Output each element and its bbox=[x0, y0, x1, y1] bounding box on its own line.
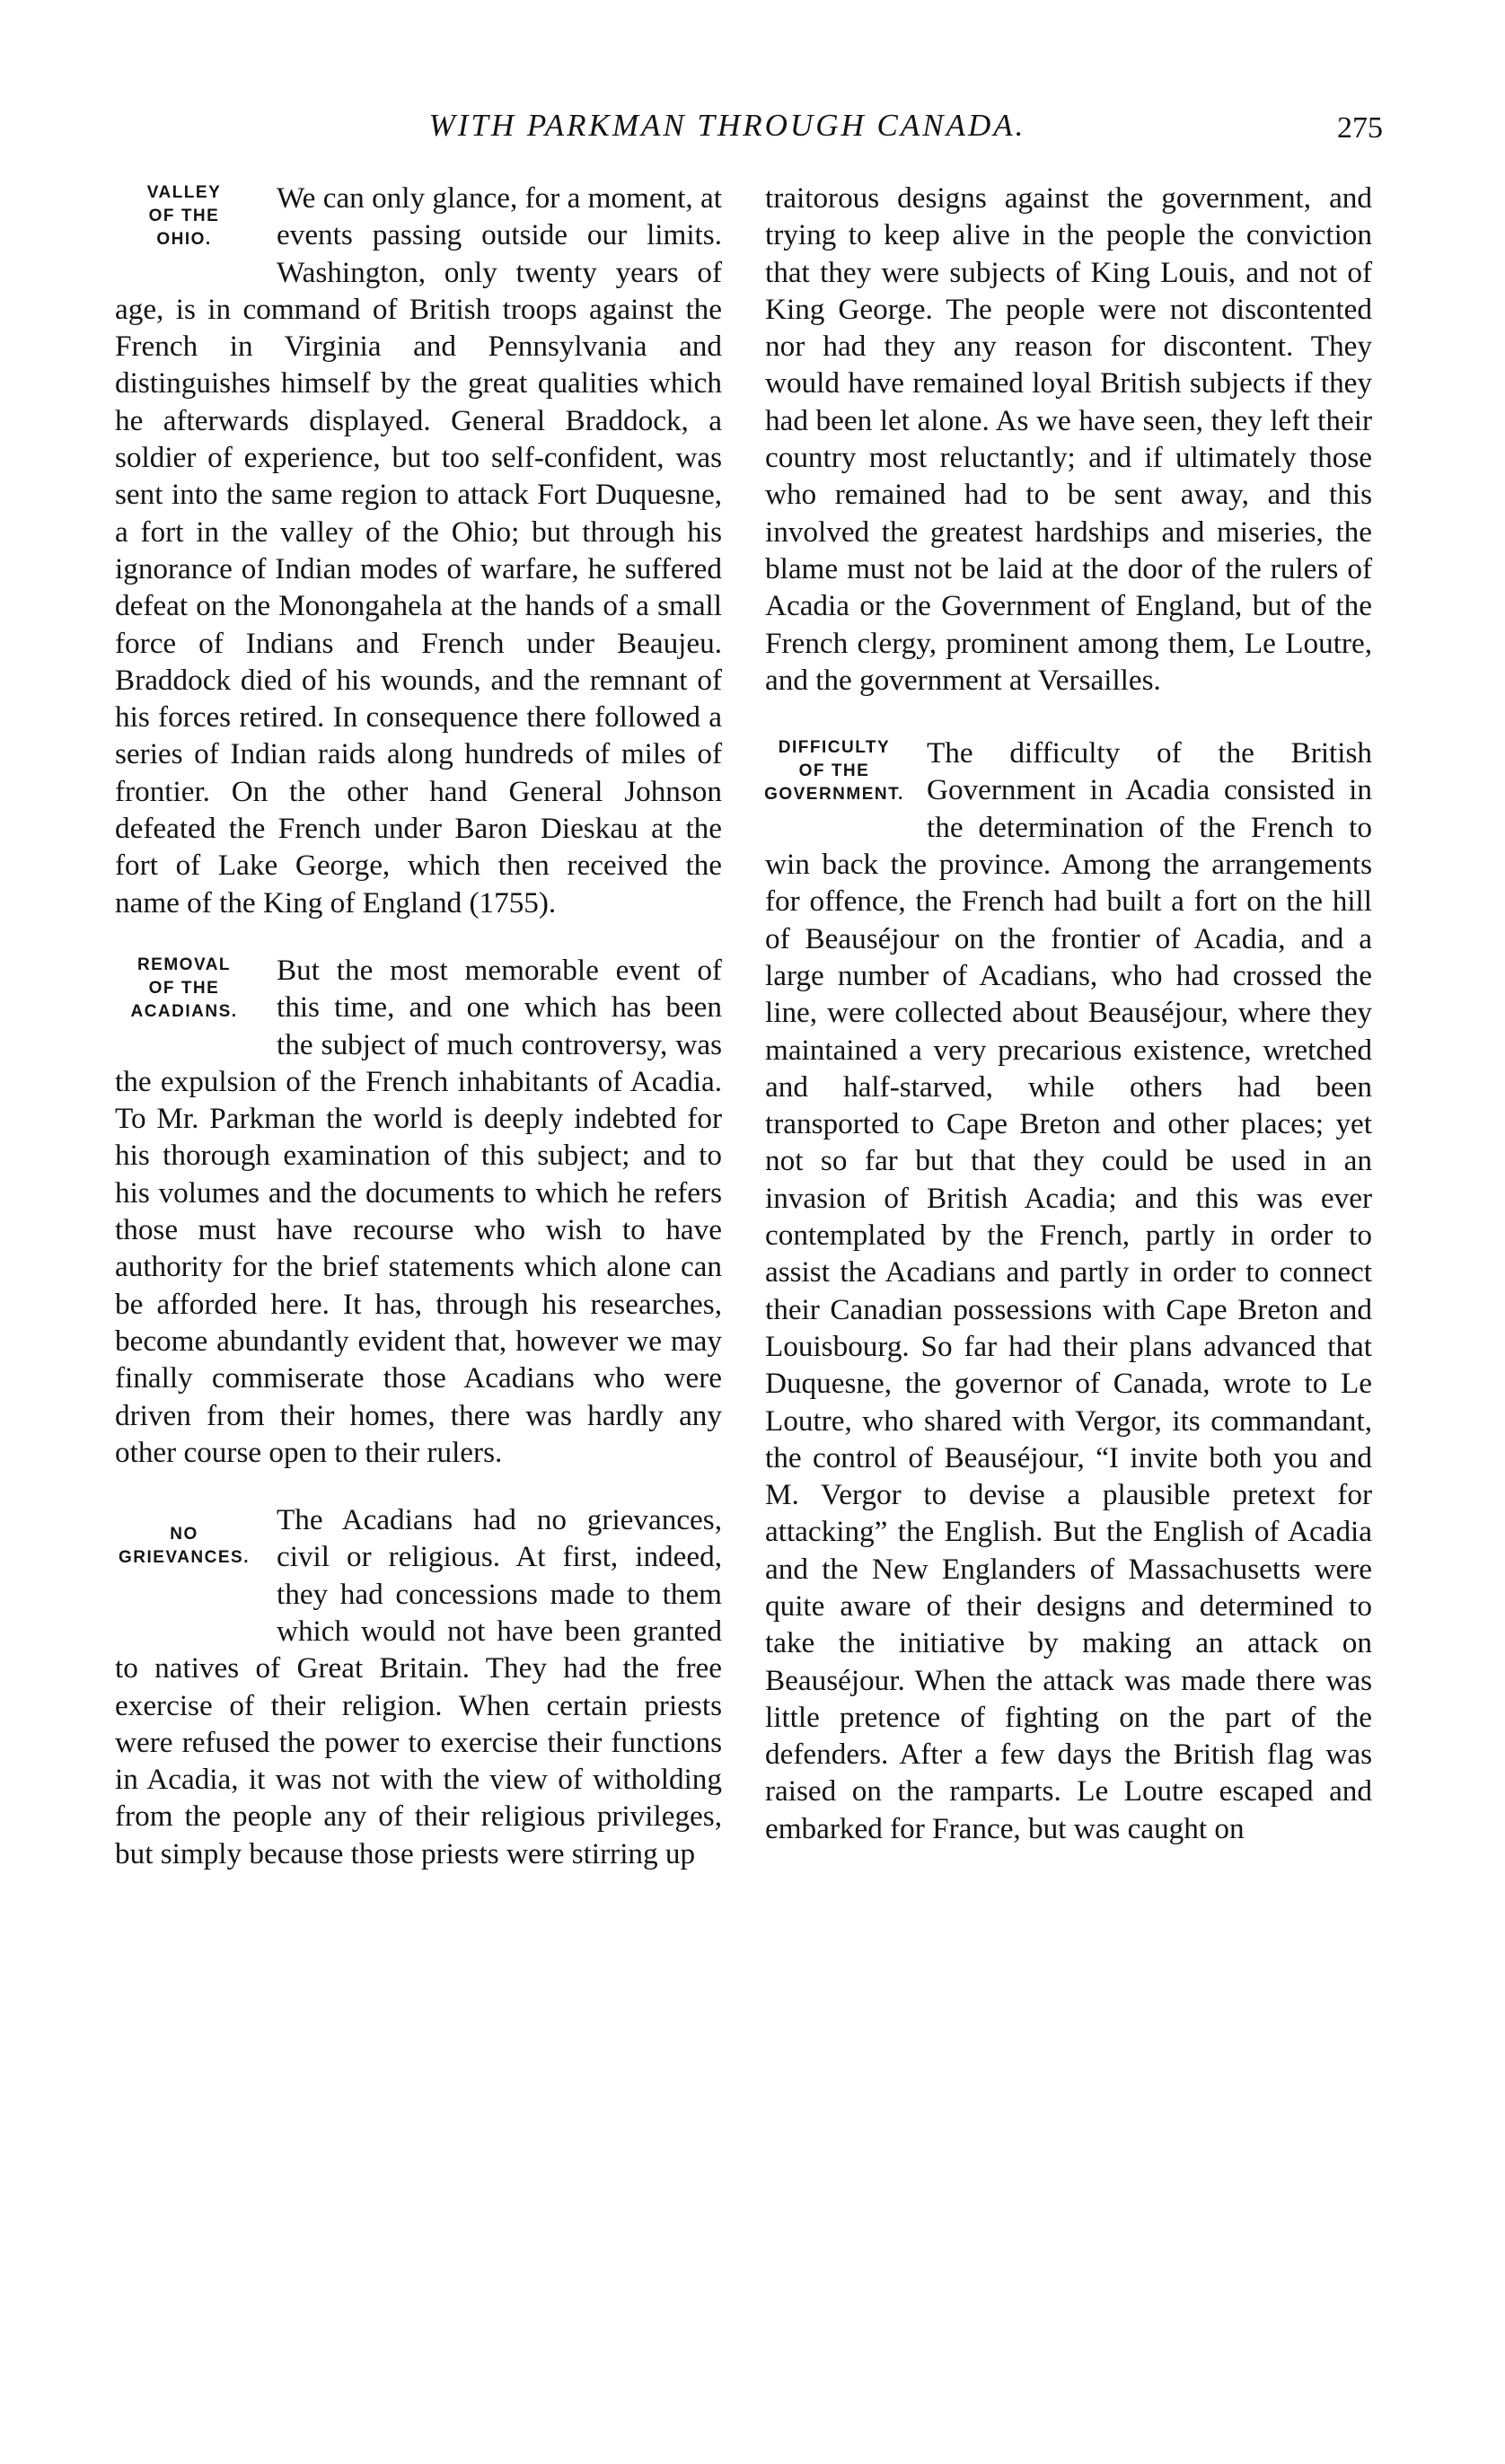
section-valley-of-the-ohio bbox=[115, 180, 722, 921]
sidenote-line: NO bbox=[170, 1525, 198, 1544]
paragraph-valley-of-the-ohio: We can only glance, for a moment, at events passing outside our limits. Washington, only twenty years of age, is in command of British troops against the French in Virginia and Pennsylvania and distinguishes himself by the great qualities which he afterwards displayed. General Braddock, a soldier of experience, but too self-confident, was sent into the same region to attack Fort Duquesne, a fort in the valley of the Ohio; but through his ignorance of Indian modes of warfare, he suffered defeat on the Monongahela at the hands of a small force of Indians and French under Beaujeu. Braddock died of his wounds, and the remnant of his forces retired. In consequence there followed a series of Indian raids along hundreds of miles of frontier. On the other hand General Johnson defeated the French under Baron Dieskau at the fort of Lake George, which then received the name of the King of England (1755). bbox=[115, 181, 722, 920]
page-number: 275 bbox=[1337, 111, 1383, 145]
sidenote-line: ACADIANS. bbox=[130, 1001, 238, 1021]
sidenote-line: GRIEVANCES. bbox=[118, 1548, 250, 1568]
section-continued bbox=[765, 180, 1372, 699]
sidenote-line: VALLEY bbox=[146, 183, 222, 202]
sidenote-line: REMOVAL bbox=[136, 955, 232, 974]
sidenote-line: GOVERNMENT. bbox=[764, 785, 904, 805]
sidenote-line: OHIO. bbox=[156, 230, 212, 249]
paragraph-continued: traitorous designs against the government, and trying to keep alive in the people the conviction that they were subjects of King Louis, and not of King George. The people were not discontented nor had they any reason for discontent. They would have remained loyal British subjects if they had been let alone. As we have seen, they left their country most reluctantly; and if ultimately those who remained had to be sent away, and this involved the greatest hardships and miseries, the blame must not be laid at the door of the rulers of Acadia or the Government of England, but of the French clergy, prominent among them, Le Loutre, and the government at Versailles. bbox=[765, 181, 1372, 697]
sidenote-line: DIFFICULTY bbox=[778, 738, 891, 758]
paragraph-removal-of-acadians: But the most memorable event of this time, and one which has been the subject of much controversy, was the expulsion of the French inhabitants of Acadia. To Mr. Parkman the world is deeply indebted for his thorough examination of this subject; and to his volumes and the documents to which he refers those must have recourse who wish to have authority for the brief statements which alone can be afforded here. It has, through his researches, become abundantly evident that, however we may finally commiserate those Acadians who were driven from their homes, there was hardly any other course open to their rulers. bbox=[115, 953, 722, 1469]
paragraph-difficulty-of-government: The difficulty of the British Government in Acadia consisted in the determination of the French to win back the province. Among the arrangements for offence, the French had built a fort on the hill of Beauséjour on the frontier of Acadia, and a large number of Acadians, who had crossed the line, were collected about Beauséjour, where they maintained a very precarious existence, wretched and half-starved, while others had been transported to Cape Breton and other places; yet not so far but that they could be used in an invasion of British Acadia; and this was ever contemplated by the French, partly in order to assist the Acadians and partly in order to connect their Canadian possessions with Cape Breton and Louisbourg. So far had their plans advanced that Duquesne, the governor of Canada, wrote to Le Loutre, who shared with Vergor, its commandant, the control of Beauséjour, “I invite both you and M. Vergor to devise a plausible pretext for attacking” the English. But the English of Acadia and the New Englanders of Massachusetts were quite aware of their designs and determined to take the initiative by making an attack on Beauséjour. When the attack was made there was little pretence of fighting on the part of the defenders. After a few days the British flag was raised on the ramparts. Le Loutre escaped and embarked for France, but was caught on bbox=[765, 736, 1372, 1845]
sidenote-line: OF THE bbox=[148, 207, 220, 225]
sidenote-line: OF THE bbox=[148, 978, 220, 998]
sidenote-valley-of-the-ohio bbox=[108, 181, 260, 287]
paragraph-no-grievances: The Acadians had no grievances, civil or religious. At first, indeed, they had concessions made to them which would not have been granted to natives of Great Britain. They had the free exercise of their religion. When certain priests were refused the power to exercise their functions in Acadia, it was not with the view of witholding from the people any of their religious privileges, but simply because those priests were stirring up bbox=[115, 1503, 722, 1870]
sidenote-no-grievances bbox=[108, 1503, 260, 1629]
sidenote-line: OF THE bbox=[798, 761, 870, 781]
section-difficulty-of-government bbox=[765, 735, 1372, 1847]
sidenote-removal-of-acadians bbox=[108, 954, 260, 1060]
sidenote-difficulty-of-government bbox=[758, 736, 911, 842]
section-removal-of-acadians bbox=[115, 952, 722, 1471]
section-no-grievances bbox=[115, 1501, 722, 1872]
running-head: WITH PARKMAN THROUGH CANADA. bbox=[428, 108, 1026, 143]
left-column bbox=[115, 180, 722, 1872]
right-column bbox=[765, 180, 1372, 1847]
